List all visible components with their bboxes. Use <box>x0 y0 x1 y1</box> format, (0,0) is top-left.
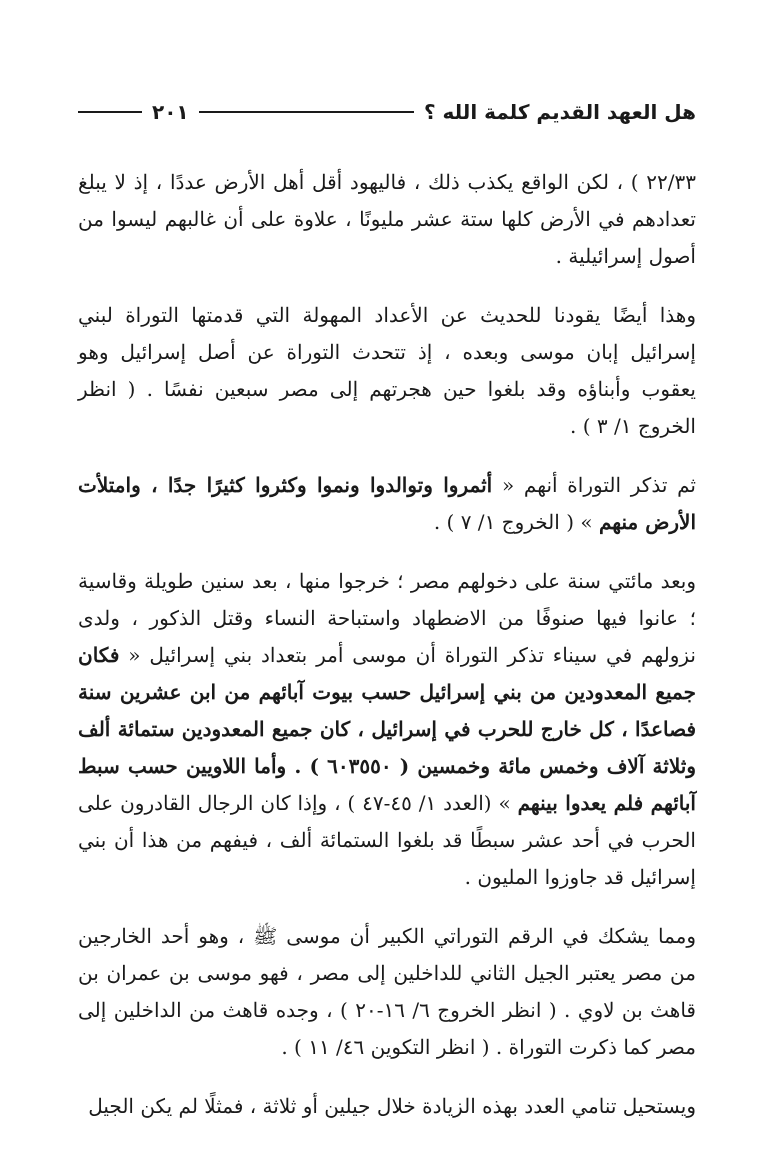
paragraph <box>78 563 696 896</box>
running-header <box>78 92 696 132</box>
header-rule-short <box>78 111 142 113</box>
bold-quote-text: فكان جميع المعدودين من بني إسرائيل حسب بيوت آبائهم من ابن عشرين سنة فصاعدًا ، كل خارج للحرب في إسرائيل ، كان جميع المعدودين ستمائة ألف وثلاثة آلاف وخمس مائة وخمسين ( ٦٠٣٥٥٠ ) . وأما اللاويين حسب سبط آبائهم فلم يعدوا بينهم <box>78 643 696 815</box>
bold-quote-text: أثمروا وتوالدوا ونموا وكثروا كثيرًا جدًا ، وامتلأت الأرض منهم <box>78 473 696 534</box>
paragraph-text: » ( الخروج ١/ ٧ ) . <box>433 510 599 534</box>
paragraph <box>78 1088 696 1125</box>
book-page <box>78 92 696 1147</box>
header-rule <box>199 111 414 113</box>
page-body <box>78 164 696 1125</box>
paragraph-text: وبعد مائتي سنة على دخولهم مصر ؛ خرجوا منها ، بعد سنين طويلة وقاسية ؛ عانوا فيها صنوفًا من الاضطهاد واستباحة النساء وقتل الذكور ، ولدى نزولهم في سيناء تذكر التوراة أن موسى أمر بتعداد بني إسرائيل « <box>78 569 696 667</box>
paragraph <box>78 467 696 541</box>
header-title: هل العهد القديم كلمة الله ؟ <box>423 100 696 124</box>
paragraph <box>78 164 696 275</box>
paragraph-text: » (العدد ١/ ٤٥-٤٧ ) ، وإذا كان الرجال القادرون على الحرب في أحد عشر سبطًا قد بلغوا الستمائة ألف ، فيفهم من هذا أن بني إسرائيل قد جاوزوا المليون . <box>78 791 696 889</box>
paragraph <box>78 297 696 445</box>
paragraph-text: ومما يشكك في الرقم التوراتي الكبير أن موسى ﷺ ، وهو أحد الخارجين من مصر يعتبر الجيل الثاني للداخلين إلى مصر ، فهو موسى بن عمران بن قاهث بن لاوي . ( انظر الخروج ٦/ ١٦-٢٠ ) ، وجده قاهث من الداخلين إلى مصر كما ذكرت التوراة . ( انظر التكوين ٤٦/ ١١ ) . <box>78 924 696 1059</box>
paragraph-text: ثم تذكر التوراة أنهم « <box>492 473 696 497</box>
paragraph <box>78 918 696 1066</box>
paragraph-text: وهذا أيضًا يقودنا للحديث عن الأعداد المهولة التي قدمتها التوراة لبني إسرائيل إبان موسى وبعده ، إذ تتحدث التوراة عن أصل إسرائيل وهو يعقوب وأبناؤه وقد بلغوا حين هجرتهم إلى مصر سبعين نفسًا . ( انظر الخروج ١/ ٣ ) . <box>78 303 696 438</box>
paragraph-text: ويستحيل تنامي العدد بهذه الزيادة خلال جيلين أو ثلاثة ، فمثلًا لم يكن الجيل <box>88 1094 696 1118</box>
paragraph-text: ٢٢/٣٣ ) ، لكن الواقع يكذب ذلك ، فاليهود أقل أهل الأرض عددًا ، إذ لا يبلغ تعدادهم في الأرض كلها ستة عشر مليونًا ، علاوة على أن غالبهم ليسوا من أصول إسرائيلية . <box>78 170 696 268</box>
page-number: ٢٠١ <box>152 100 189 124</box>
